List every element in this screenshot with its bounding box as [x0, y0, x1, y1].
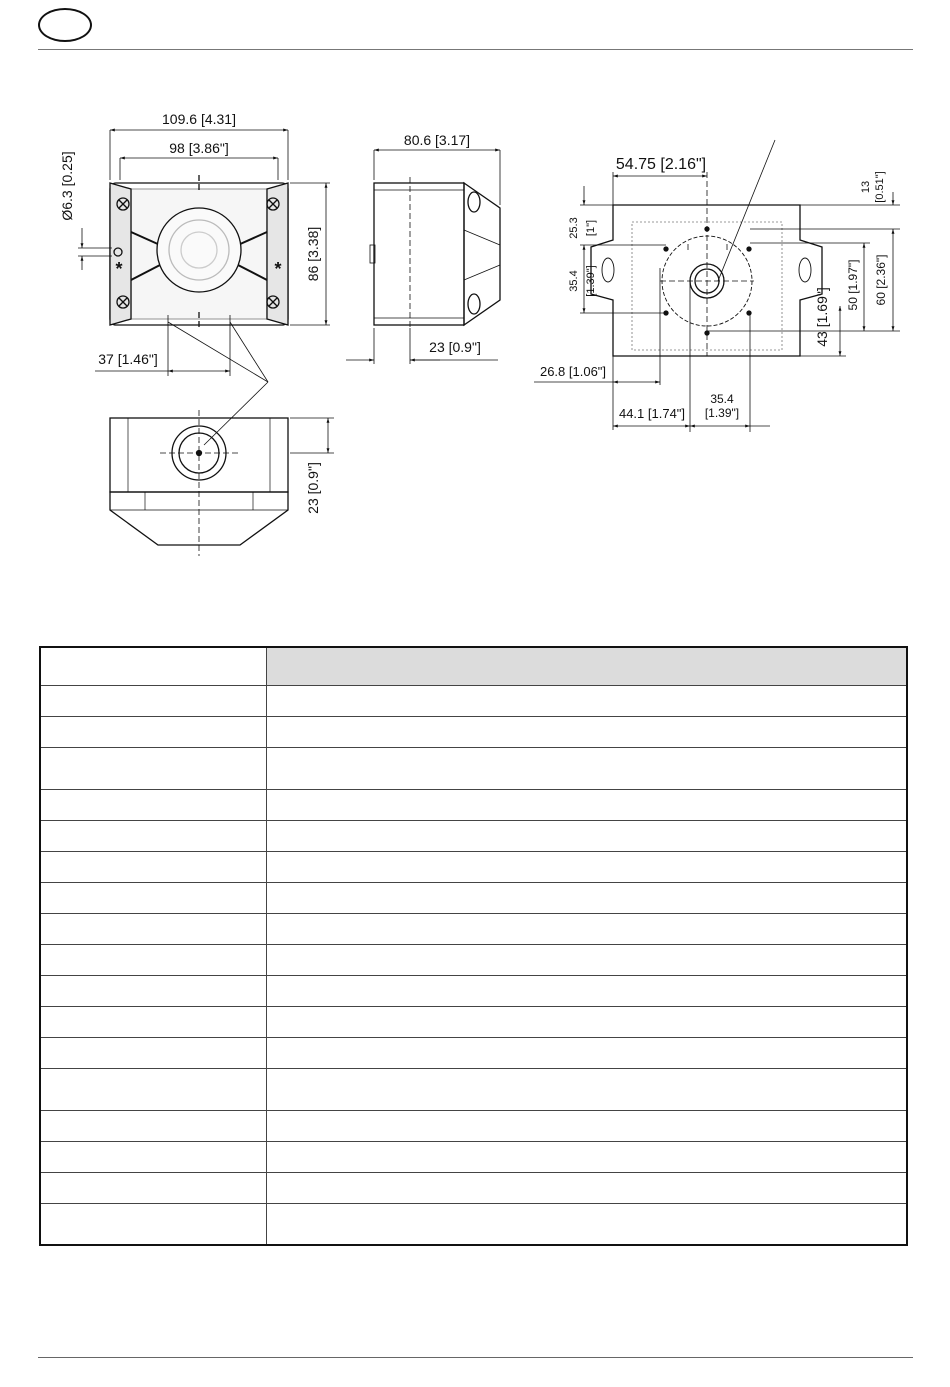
table-cell-label — [40, 851, 266, 882]
mount-height-43-dimension: 43 [1.69"] — [814, 287, 830, 347]
mount-height-60-dimension: 60 [2.36"] — [874, 254, 888, 306]
table-row — [40, 944, 907, 975]
table-row — [40, 1172, 907, 1203]
table-row — [40, 1068, 907, 1110]
front-width-dimension: 109.6 [4.31] — [162, 111, 236, 127]
table-row — [40, 913, 907, 944]
table-cell-label — [40, 1006, 266, 1037]
table-row — [40, 716, 907, 747]
right-bracket — [267, 183, 288, 325]
table-row — [40, 1203, 907, 1245]
table-cell-label — [40, 1110, 266, 1141]
side-view — [346, 150, 500, 364]
table-cell-label — [40, 1203, 266, 1245]
mount-hole-spacing-bottom-value: 35.4 — [710, 392, 734, 406]
mount-hole-spacing-left-inch: [1.39"] — [585, 265, 597, 297]
table-row — [40, 975, 907, 1006]
table-cell-value — [266, 685, 907, 716]
table-cell-value — [266, 1037, 907, 1068]
table-cell-label — [40, 747, 266, 789]
table-cell-value — [266, 1141, 907, 1172]
table-row — [40, 820, 907, 851]
mount-hole-spacing-left-value: 35.4 — [568, 270, 580, 292]
mount-height-50-dimension: 50 [1.97"] — [846, 259, 860, 311]
table-row — [40, 882, 907, 913]
table-cell-value — [266, 1203, 907, 1245]
table-row — [40, 1110, 907, 1141]
table-cell-value — [266, 747, 907, 789]
side-lens-profile — [464, 183, 500, 325]
bottom-view — [110, 410, 334, 556]
table-cell-value — [266, 913, 907, 944]
table-row — [40, 747, 907, 789]
footer-rule — [38, 1357, 913, 1358]
table-cell-label — [40, 1037, 266, 1068]
table-row — [40, 851, 907, 882]
table-cell-label — [40, 1068, 266, 1110]
slot-icon — [799, 258, 811, 282]
table-cell-value — [266, 716, 907, 747]
table-header-value — [266, 647, 907, 685]
table-cell-value — [266, 1110, 907, 1141]
mount-bottom-offset-dimension: 44.1 [1.74"] — [618, 406, 686, 421]
side-depth-dimension: 80.6 [3.17] — [403, 132, 471, 148]
table-cell-label — [40, 716, 266, 747]
front-view — [78, 130, 330, 445]
table-cell-label — [40, 1141, 266, 1172]
table-cell-value — [266, 1068, 907, 1110]
table-cell-label — [40, 1172, 266, 1203]
table-cell-value — [266, 1006, 907, 1037]
table-cell-value — [266, 975, 907, 1006]
table-cell-label — [40, 944, 266, 975]
table-cell-label — [40, 975, 266, 1006]
bottom-base-height-dimension: 23 [0.9"] — [305, 462, 321, 514]
table-cell-label — [40, 882, 266, 913]
side-base-depth-dimension: 23 [0.9"] — [429, 339, 481, 355]
table-cell-value — [266, 944, 907, 975]
table-cell-value — [266, 1172, 907, 1203]
marker-right: * — [274, 259, 282, 279]
table-row — [40, 1141, 907, 1172]
lens-width-dimension: 98 [3.86"] — [169, 140, 229, 156]
spec-table — [39, 646, 908, 1246]
front-height-dimension: 86 [3.38] — [305, 226, 321, 282]
technical-drawing — [0, 0, 950, 600]
hole-diameter-dimension: Ø6.3 [0.25] — [59, 151, 75, 221]
table-cell-value — [266, 789, 907, 820]
mount-center-offset-dimension: 54.75 [2.16"] — [615, 156, 707, 173]
table-row — [40, 1037, 907, 1068]
table-cell-label — [40, 789, 266, 820]
mount-upper-hole-inch: [1"] — [585, 219, 597, 237]
table-cell-value — [266, 882, 907, 913]
mount-top-margin-inch: [0.51"] — [874, 171, 886, 203]
table-cell-label — [40, 685, 266, 716]
table-row — [40, 1006, 907, 1037]
table-header-label — [40, 647, 266, 685]
table-row — [40, 685, 907, 716]
marker-left: * — [115, 259, 123, 279]
table-cell-value — [266, 851, 907, 882]
mount-top-margin-value: 13 — [860, 180, 872, 194]
mount-upper-hole-value: 25.3 — [568, 217, 580, 239]
side-housing — [374, 183, 464, 325]
table-header-row — [40, 647, 907, 685]
mount-left-offset-dimension: 26.8 [1.06"] — [539, 364, 607, 379]
hole-offset-dimension: 37 [1.46"] — [98, 351, 158, 367]
mount-hole-spacing-bottom-inch: [1.39"] — [704, 406, 740, 420]
table-cell-value — [266, 820, 907, 851]
table-row — [40, 789, 907, 820]
table-cell-label — [40, 913, 266, 944]
table-cell-label — [40, 820, 266, 851]
slot-icon — [602, 258, 614, 282]
